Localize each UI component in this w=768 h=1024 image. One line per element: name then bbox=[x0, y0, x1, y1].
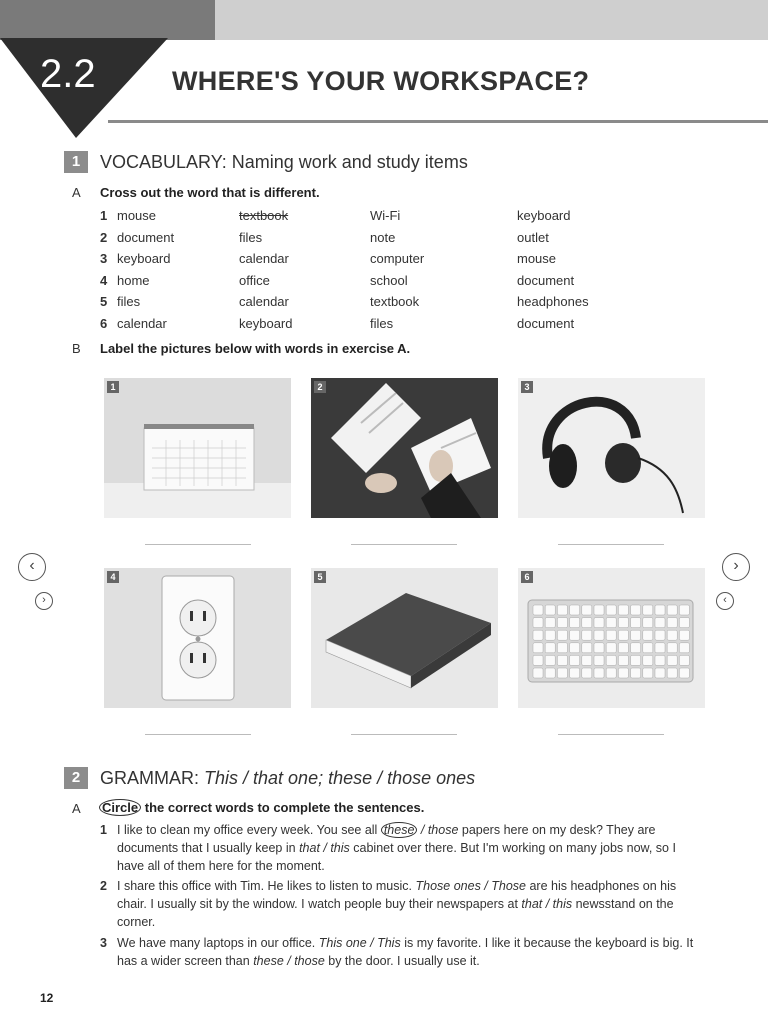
keyboard-key bbox=[570, 618, 580, 628]
keyboard-key bbox=[533, 643, 543, 653]
title-divider bbox=[108, 120, 768, 123]
keyboard-key bbox=[679, 643, 689, 653]
picture-documents bbox=[311, 378, 498, 518]
vocab-word[interactable]: school bbox=[370, 272, 408, 288]
keyboard-key bbox=[557, 605, 567, 615]
keyboard-key bbox=[545, 655, 555, 665]
keyboard-key bbox=[594, 618, 604, 628]
vocab-word[interactable]: files bbox=[239, 229, 263, 245]
keyboard-key bbox=[631, 643, 641, 653]
keyboard-key bbox=[643, 630, 653, 640]
keyboard-key bbox=[667, 655, 677, 665]
keyboard-key bbox=[618, 630, 628, 640]
exercise-b-letter: B bbox=[72, 341, 81, 356]
sentence-text: I like to clean my office every week. You see all bbox=[117, 823, 381, 837]
keyboard-key bbox=[545, 668, 555, 678]
keyboard-key bbox=[643, 655, 653, 665]
keyboard-key bbox=[582, 643, 592, 653]
page-title: WHERE'S YOUR WORKSPACE? bbox=[172, 66, 590, 96]
keyboard-key bbox=[545, 630, 555, 640]
sentence-2 bbox=[100, 877, 697, 931]
keyboard-key bbox=[570, 668, 580, 678]
book-icon bbox=[311, 568, 498, 708]
row-number: 2 bbox=[100, 229, 108, 245]
keyboard-key bbox=[533, 630, 543, 640]
keyboard-key bbox=[582, 618, 592, 628]
keyboard-key bbox=[570, 605, 580, 615]
keyboard-key bbox=[594, 605, 604, 615]
keyboard-key bbox=[679, 668, 689, 678]
vocab-row bbox=[100, 205, 617, 227]
keyboard-key bbox=[643, 668, 653, 678]
keyboard-key bbox=[582, 668, 592, 678]
keyboard-key bbox=[655, 618, 665, 628]
vocab-word[interactable]: files bbox=[117, 294, 141, 310]
vocab-word[interactable]: document bbox=[517, 272, 575, 288]
keyboard-key bbox=[667, 605, 677, 615]
row-number: 1 bbox=[100, 208, 108, 224]
vocab-word[interactable]: note bbox=[370, 229, 396, 245]
section-1-number: 1 bbox=[64, 151, 88, 173]
vocab-table bbox=[100, 205, 617, 334]
vocab-word[interactable]: document bbox=[117, 229, 175, 245]
vocab-word[interactable]: files bbox=[370, 315, 394, 331]
keyboard-icon bbox=[518, 568, 705, 708]
keyboard-key bbox=[667, 643, 677, 653]
row-number: 6 bbox=[100, 315, 108, 331]
vocab-word[interactable]: mouse bbox=[117, 208, 157, 224]
keyboard-key bbox=[545, 618, 555, 628]
keyboard-key bbox=[594, 668, 604, 678]
keyboard-key bbox=[643, 643, 653, 653]
picture-number: 5 bbox=[314, 571, 326, 583]
vocab-word[interactable]: textbook bbox=[239, 208, 289, 224]
row-number: 5 bbox=[100, 294, 108, 310]
keyboard-key bbox=[655, 643, 665, 653]
keyboard-key bbox=[533, 668, 543, 678]
exercise-a-instruction: Cross out the word that is different. bbox=[100, 185, 320, 200]
keyboard-key bbox=[594, 643, 604, 653]
keyboard-key bbox=[667, 630, 677, 640]
exercise-a-letter: A bbox=[72, 185, 81, 200]
keyboard-key bbox=[606, 655, 616, 665]
vocab-word[interactable]: home bbox=[117, 272, 150, 288]
keyboard-key bbox=[582, 605, 592, 615]
answer-line-1[interactable] bbox=[145, 544, 251, 545]
picture-number: 4 bbox=[107, 571, 119, 583]
keyboard-key bbox=[679, 655, 689, 665]
keyboard-key bbox=[606, 643, 616, 653]
answer-choice[interactable]: This one / This bbox=[318, 936, 401, 950]
sentence-text: I share this office with Tim. He likes to listen to music. bbox=[117, 879, 416, 893]
keyboard-key bbox=[557, 668, 567, 678]
vocab-row bbox=[100, 248, 617, 270]
chevron-left-icon[interactable]: ‹ bbox=[716, 592, 734, 610]
keyboard-key bbox=[679, 618, 689, 628]
chevron-right-icon[interactable]: › bbox=[722, 553, 750, 581]
keyboard-key bbox=[545, 605, 555, 615]
vocab-word[interactable]: mouse bbox=[517, 251, 557, 267]
row-number: 3 bbox=[100, 251, 108, 267]
vocab-word[interactable]: keyboard bbox=[517, 208, 571, 224]
section-1-title: VOCABULARY: Naming work and study items bbox=[100, 152, 468, 172]
keyboard-key bbox=[631, 655, 641, 665]
row-number: 4 bbox=[100, 272, 108, 288]
keyboard-key bbox=[582, 655, 592, 665]
keyboard-key bbox=[655, 630, 665, 640]
grammar-a-instruction: Circle the correct words to complete the sentences. bbox=[99, 800, 424, 815]
sentence-text: papers here on my desk? They are documents that I usually keep in bbox=[117, 823, 656, 855]
keyboard-key bbox=[618, 605, 628, 615]
keyboard-key bbox=[667, 668, 677, 678]
section-number: 2.2 bbox=[40, 52, 96, 96]
keyboard-key bbox=[533, 655, 543, 665]
keyboard-key bbox=[618, 668, 628, 678]
vocab-word[interactable]: office bbox=[239, 272, 270, 288]
keyboard-key bbox=[606, 618, 616, 628]
vocab-row bbox=[100, 270, 617, 292]
vocab-word[interactable]: headphones bbox=[517, 294, 589, 310]
vocab-row bbox=[100, 313, 617, 335]
keyboard-key bbox=[643, 618, 653, 628]
keyboard-key bbox=[533, 605, 543, 615]
keyboard-key bbox=[618, 618, 628, 628]
vocab-row bbox=[100, 227, 617, 249]
desk-calendar-icon bbox=[104, 378, 291, 518]
sentence-1 bbox=[100, 821, 697, 875]
sentence-number: 1 bbox=[100, 823, 107, 837]
picture-number: 1 bbox=[107, 381, 119, 393]
vocab-word[interactable]: Wi-Fi bbox=[370, 208, 401, 224]
keyboard-key bbox=[570, 630, 580, 640]
sentence-3 bbox=[100, 934, 697, 970]
sentence-text: by the door. I usually use it. bbox=[324, 954, 480, 968]
keyboard-key bbox=[667, 618, 677, 628]
documents-icon bbox=[311, 378, 498, 518]
answer-choice[interactable]: / those bbox=[417, 823, 459, 837]
keyboard-key bbox=[618, 655, 628, 665]
vocab-word[interactable]: calendar bbox=[117, 315, 167, 331]
vocab-word[interactable]: computer bbox=[370, 251, 425, 267]
keyboard-key bbox=[606, 668, 616, 678]
keyboard-key bbox=[631, 668, 641, 678]
keyboard-key bbox=[557, 643, 567, 653]
vocab-word[interactable]: keyboard bbox=[239, 315, 293, 331]
keyboard-key bbox=[618, 643, 628, 653]
picture-number: 6 bbox=[521, 571, 533, 583]
keyboard-key bbox=[557, 618, 567, 628]
keyboard-key bbox=[655, 655, 665, 665]
answer-choice[interactable]: that / this bbox=[299, 841, 350, 855]
vocab-word[interactable]: outlet bbox=[517, 229, 549, 245]
sentence-text: newsstand on the corner. bbox=[117, 897, 674, 929]
keyboard-key bbox=[533, 618, 543, 628]
sentence-number: 2 bbox=[100, 879, 107, 893]
keyboard-key bbox=[545, 643, 555, 653]
vocab-word[interactable]: document bbox=[517, 315, 575, 331]
headphones-icon bbox=[518, 378, 705, 518]
keyboard-key bbox=[679, 605, 689, 615]
answer-line-3[interactable] bbox=[558, 544, 664, 545]
answer-choice[interactable]: Those ones / Those bbox=[415, 879, 526, 893]
keyboard-key bbox=[582, 630, 592, 640]
section-2-number: 2 bbox=[64, 767, 88, 789]
picture-calendar bbox=[104, 378, 291, 518]
answer-choice[interactable]: these bbox=[381, 822, 418, 838]
answer-line-4[interactable] bbox=[145, 734, 251, 735]
page-number: 12 bbox=[40, 991, 54, 1005]
keyboard-key bbox=[570, 643, 580, 653]
grammar-a-letter: A bbox=[72, 801, 81, 816]
sentence-text: is my favorite. I like it because the keyboard is big. It has a wider screen than bbox=[117, 936, 694, 968]
chevron-right-icon[interactable]: › bbox=[35, 592, 53, 610]
exercise-b-instruction: Label the pictures below with words in exercise A. bbox=[100, 341, 411, 356]
picture-keyboard bbox=[518, 568, 705, 708]
keyboard-key bbox=[655, 605, 665, 615]
chevron-left-icon[interactable]: ‹ bbox=[18, 553, 46, 581]
keyboard-key bbox=[570, 655, 580, 665]
keyboard-key bbox=[557, 655, 567, 665]
vocab-word[interactable]: calendar bbox=[239, 251, 289, 267]
keyboard-key bbox=[679, 630, 689, 640]
picture-outlet bbox=[104, 568, 291, 708]
answer-choice[interactable]: these / those bbox=[253, 954, 325, 968]
keyboard-key bbox=[606, 630, 616, 640]
keyboard-key bbox=[643, 605, 653, 615]
vocab-word[interactable]: textbook bbox=[370, 294, 420, 310]
sentence-text: cabinet over there. But I'm working on many jobs now, so I have all of them here for the moment. bbox=[117, 841, 676, 873]
sentence-number: 3 bbox=[100, 936, 107, 950]
keyboard-key bbox=[594, 630, 604, 640]
keyboard-key bbox=[631, 618, 641, 628]
answer-line-5[interactable] bbox=[351, 734, 457, 735]
section-2-title: GRAMMAR: This / that one; these / those ones bbox=[100, 768, 476, 788]
sentence-text: We have many laptops in our office. bbox=[117, 936, 319, 950]
keyboard-key bbox=[655, 668, 665, 678]
answer-line-6[interactable] bbox=[558, 734, 664, 735]
vocab-row bbox=[100, 291, 617, 313]
vocab-word[interactable]: keyboard bbox=[117, 251, 171, 267]
answer-line-2[interactable] bbox=[351, 544, 457, 545]
keyboard-key bbox=[631, 630, 641, 640]
keyboard-key bbox=[557, 630, 567, 640]
picture-number: 2 bbox=[314, 381, 326, 393]
picture-headphones bbox=[518, 378, 705, 518]
picture-number: 3 bbox=[521, 381, 533, 393]
picture-book bbox=[311, 568, 498, 708]
answer-choice[interactable]: that / this bbox=[521, 897, 573, 911]
vocab-word[interactable]: calendar bbox=[239, 294, 289, 310]
keyboard-key bbox=[631, 605, 641, 615]
sentence-text: are his headphones on his chair. I usually sit by the window. I watch people buy their newspapers at bbox=[117, 879, 677, 911]
outlet-icon bbox=[104, 568, 291, 708]
keyboard-key bbox=[594, 655, 604, 665]
keyboard-key bbox=[606, 605, 616, 615]
